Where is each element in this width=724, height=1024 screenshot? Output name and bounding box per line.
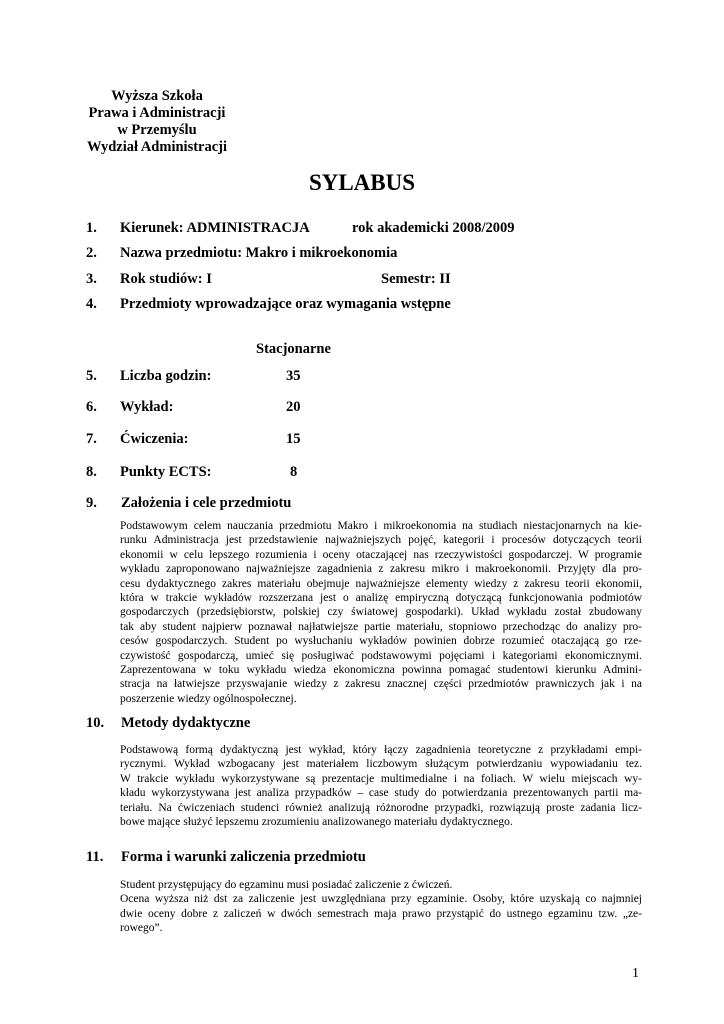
s11-line: Student przystępujący do egzaminu musi posiadać zaliczenie z ćwiczeń. bbox=[120, 879, 453, 891]
row-5-label: Liczba godzin: bbox=[120, 368, 212, 384]
page-title: SYLABUS bbox=[308, 170, 416, 195]
header-line-city: w Przemyślu bbox=[117, 122, 197, 138]
header-line-law: Prawa i Administracji bbox=[88, 105, 226, 121]
s9-line: która w trakcie wykładów rozszerzana jest o analizę empiryczną dotyczącą funkcjonowania podmiotów bbox=[120, 592, 642, 605]
section-10-paragraph bbox=[120, 743, 642, 829]
page-number: 1 bbox=[632, 966, 639, 981]
section-11-paragraph bbox=[120, 878, 642, 936]
s10-line: kładu wykorzystywana jest analiza przypadków – case study do potwierdzania prezentowanych partii ma- bbox=[120, 787, 642, 800]
s9-line: Podstawowym celem nauczania przedmiotu Makro i mikroekonomia na studiach niestacjonarnych na kie- bbox=[120, 520, 642, 532]
row-7-label: Ćwiczenia: bbox=[120, 431, 189, 447]
item-1-number: 1. bbox=[86, 220, 97, 236]
row-8-label: Punkty ECTS: bbox=[120, 464, 212, 480]
header-line-school: Wyższa Szkoła bbox=[111, 88, 203, 104]
s9-line: cesów gospodarczych. Student po wysłuchaniu wykładów powinien dobrze rozumieć otaczającą go rze- bbox=[120, 635, 642, 648]
hours-column-header: Stacjonarne bbox=[256, 341, 331, 357]
s11-line: dwie oceny dobre z zaliczeń w dwóch semestrach maja prawo przystąpić do ustnego egzaminu tzw. „ze- bbox=[120, 907, 642, 920]
s11-line: Ocena wyższa niż dst za zaliczenie jest uwzględniana przy egzaminie. Osoby, które uzyskają co najmniej bbox=[120, 893, 642, 906]
item-3-label: Rok studiów: I bbox=[120, 271, 212, 287]
s9-line: tak aby student najpierw poznawał najłatwiejsze partie materiału, stopniowo przechodząc do analizy pro- bbox=[120, 620, 642, 633]
s9-line: poszerzenie wiedzy ogólnospołecznej. bbox=[120, 692, 297, 705]
section-9-number: 9. bbox=[86, 495, 97, 511]
s11-line: rowego”. bbox=[120, 922, 163, 935]
item-2-number: 2. bbox=[86, 245, 97, 261]
s9-line: gospodarczych (przedsiębiorstw, polskiej czy światowej gospodarki). Układ wykładu został zbudowany bbox=[120, 606, 642, 619]
item-1-label: Kierunek: ADMINISTRACJA bbox=[120, 220, 310, 236]
section-10-heading: Metody dydaktyczne bbox=[121, 715, 251, 731]
section-10-number: 10. bbox=[86, 715, 105, 731]
s10-line: Podstawową formą dydaktyczną jest wykład, który łączy zagadnienia teoretyczne z przykładami empi- bbox=[120, 744, 642, 756]
row-8-number: 8. bbox=[86, 464, 97, 480]
item-4-label: Przedmioty wprowadzające oraz wymagania wstępne bbox=[120, 296, 451, 312]
row-5-number: 5. bbox=[86, 368, 97, 384]
s10-line: teriału. Na ćwiczeniach studenci również analizują różnorodne przypadki, rozwiązują proste zadania licz- bbox=[120, 801, 642, 814]
section-11-number: 11. bbox=[86, 849, 104, 865]
s9-line: stracja na łatwiejsze przyswajanie wiedzy z zakresu znacznej części przedmiotów prawniczych jak i na bbox=[120, 678, 642, 691]
s9-line: czywistość gospodarczą, umieć się posługiwać podstawowymi pojęciami i kategoriami ekonomicznymi. bbox=[120, 649, 642, 662]
row-6-value: 20 bbox=[286, 399, 301, 415]
s9-line: ekonomii w celu lepszego rozumienia i oceny otaczającej nas rzeczywistości gospodarczej. W programie bbox=[120, 548, 642, 561]
s9-line: wykładu zaproponowano najważniejsze zagadnienia z zakresu mikro i makroekonomii. Przyjęty dla pro- bbox=[120, 563, 642, 576]
s9-line: cesu dydaktycznego zakres materiału obejmuje najważniejsze elementy wiedzy z zakresu teorii ekonomii, bbox=[120, 577, 642, 590]
item-2-label: Nazwa przedmiotu: Makro i mikroekonomia bbox=[120, 245, 398, 261]
section-11-heading: Forma i warunki zaliczenia przedmiotu bbox=[121, 849, 366, 865]
row-7-value: 15 bbox=[286, 431, 301, 447]
item-4-number: 4. bbox=[86, 296, 97, 312]
row-6-number: 6. bbox=[86, 399, 97, 415]
section-9-heading: Założenia i cele przedmiotu bbox=[121, 495, 292, 511]
s10-line: bowe mające służyć lepszemu zrozumieniu analizowanego materiału dydaktycznego. bbox=[120, 816, 513, 829]
s10-line: rycznymi. Wykład wzbogacany jest materiałem liczbowym służącym potwierdzaniu wypowiadaniu tez. bbox=[120, 758, 642, 771]
item-3-semester: Semestr: II bbox=[381, 271, 451, 287]
s9-line: Zaprezentowana w toku wykładu wiedza ekonomiczna powinna pomagać studentowi kierunku Admini- bbox=[120, 664, 642, 677]
s10-line: W trakcie wykładu wykorzystywane są prezentacje multimedialne i na foliach. W wielu miejscach wy- bbox=[120, 772, 642, 785]
item-1-academic-year: rok akademicki 2008/2009 bbox=[352, 220, 515, 236]
header-line-faculty: Wydział Administracji bbox=[86, 139, 228, 155]
row-7-number: 7. bbox=[86, 431, 97, 447]
s9-line: runku Administracja jest przedstawienie najważniejszych pojęć, kategorii i procesów dotyczących teorii bbox=[120, 534, 642, 547]
row-8-value: 8 bbox=[290, 464, 298, 480]
row-6-label: Wykład: bbox=[120, 399, 174, 415]
item-3-number: 3. bbox=[86, 271, 97, 287]
section-9-paragraph bbox=[120, 519, 642, 706]
row-5-value: 35 bbox=[286, 368, 301, 384]
